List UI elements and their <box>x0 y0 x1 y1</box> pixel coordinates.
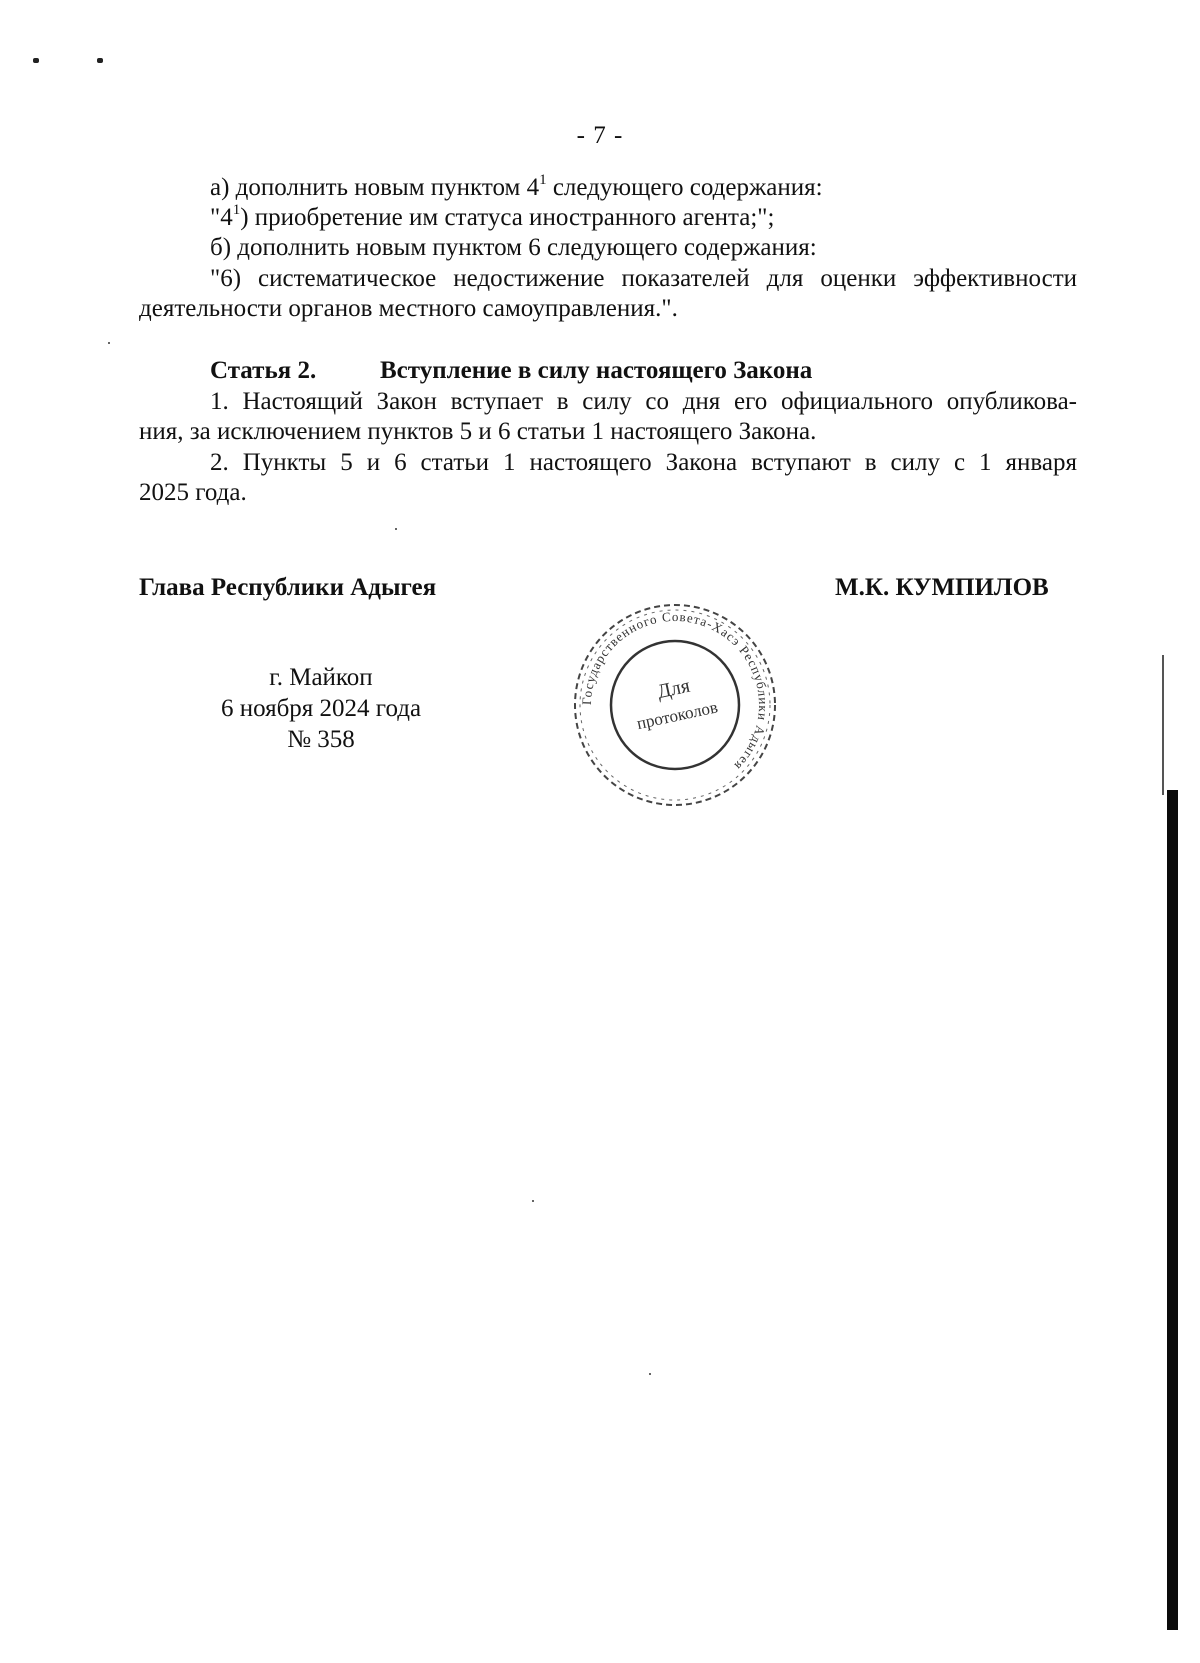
article-number: Статья 2. <box>210 357 317 384</box>
place: г. Майкоп <box>269 664 373 691</box>
seal-center-text: Для <box>655 674 692 704</box>
scan-speck <box>108 342 110 344</box>
seal-center-text: протоколов <box>634 697 720 734</box>
amendment-a: а) дополнить новым пунктом $4^1$ следующего содержания: <box>210 171 823 201</box>
scan-edge-line <box>1162 655 1164 795</box>
law-number: № 358 <box>287 726 355 753</box>
amendment-b-text-line1: "6) систематическое недостижение показателей для оценки эффективности <box>210 265 1077 292</box>
amendment-b-text-line2: деятельности органов местного самоуправления.". <box>139 295 678 322</box>
amendment-a-text: "$4^1$) приобретение им статуса иностранного агента;"; <box>210 201 775 231</box>
article-paragraph-2-line2: 2025 года. <box>139 479 247 506</box>
official-seal-stamp <box>565 595 785 815</box>
page-number: - 7 - <box>576 122 624 149</box>
seal-ring-text: Государственного Совета-Хасэ Республики Адыгея <box>578 608 772 774</box>
signatory-position: Глава Республики Адыгея <box>139 574 437 601</box>
scan-speck <box>649 1373 651 1375</box>
scan-mark <box>33 58 39 63</box>
date: 6 ноября 2024 года <box>220 695 422 722</box>
article-paragraph-1-line1: 1. Настоящий Закон вступает в силу со дня его официального опубликова- <box>210 388 1077 415</box>
scan-speck <box>532 1200 534 1202</box>
article-paragraph-1-line2: ния, за исключением пунктов 5 и 6 статьи 1 настоящего Закона. <box>139 418 817 445</box>
scan-edge-bar <box>1167 790 1178 1630</box>
article-title: Вступление в силу настоящего Закона <box>380 357 813 384</box>
scan-speck <box>395 528 397 530</box>
scan-mark <box>97 58 103 63</box>
signatory-name: М.К. КУМПИЛОВ <box>835 574 1049 601</box>
article-paragraph-2-line1: 2. Пункты 5 и 6 статьи 1 настоящего Закона вступают в силу с 1 января <box>210 449 1077 476</box>
amendment-b: б) дополнить новым пунктом 6 следующего содержания: <box>210 234 817 261</box>
